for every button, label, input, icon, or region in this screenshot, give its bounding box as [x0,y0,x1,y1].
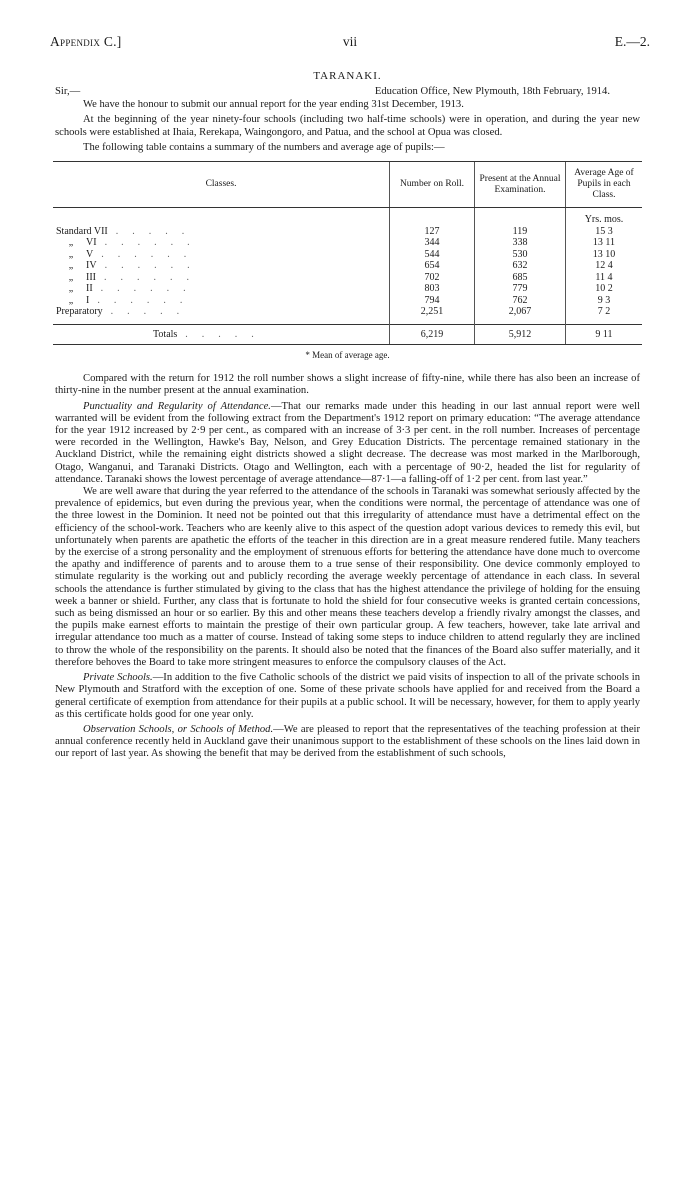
observation-schools-text: —We are pleased to report that the representatives of the teaching profession at their annual conference recently held in Auckland gave their unanimous support to the establishment of these schools on the lines laid down in our report of last year. As showing the benefit that may be derived from the establishment of such schools, [55,723,640,760]
observation-schools-heading: Observation Schools, or Schools of Method. [83,723,274,735]
table-row: „ I ...... 794 762 9 3 [53,295,642,307]
age-value: 13 11 [566,237,643,249]
present-value: 762 [475,295,566,307]
class-name: V [86,248,94,260]
aware-paragraph: We are well aware that during the year referred to the attendance of the schools in Taranaki was somewhat seriously affected by the prevalence of epidemics, but even during the previous year, when the conditions were normal, the percentage of attendance was one of the three lowest in the Dominion. It need not be pointed out that this irregularity of attendance must have a detrimental effect on the efficiency of the school-work. Teachers who are keenly alive to this aspect of the question adopt various devices to remedy this evil, but unfortunately when parents are apathetic the efforts of the teacher in this direction are in a great measure rendered futile. Many teachers by the exercise of a strong personality and the employment of strenuous efforts for bettering the attendance have done much to overcome the apathy and indifference of parents and to arouse them to a true sense of their responsibility. One device commonly employed to stimulate regularity is the working out and publicly recording the average weekly percentage of attendance in each class. In several schools the attendance is further stimulated by giving to the class that has the highest attendance the privilege of holding for the ensuing week a banner or shield. Further, any class that is fortunate to hold the shield for four consecutive weeks is granted certain concessions, such as being dismissed an hour or so earlier. By this and other means these teachers develop a friendly rivalry amongst the classes, and the pupils make earnest efforts to maintain the prestige of their own particular group. A few teachers, however, take late arrival and irregular attendance too much as a matter of course. Instead of taking some steps to induce children to attend regularly they are inclined to throw the whole of the responsibility on the parents. It should also be noted that the finances of the Board also suffer materially, and it therefore behoves the Board to take more stringent measures to enforce the compulsory clauses of the Act. [55,486,640,668]
table-header-row [53,162,642,208]
table-row: „ IV ...... 654 632 12 4 [53,260,642,272]
compared-paragraph: Compared with the return for 1912 the roll number shows a slight increase of fifty-nine, while there has also been an increase of thirty-nine in the number present at the annual examination. [55,373,640,397]
roll-value: 794 [390,295,475,307]
roll-value: 544 [390,249,475,261]
header-appendix: Appendix C.] [50,34,122,49]
age-value: 10 2 [566,283,643,295]
salutation: Sir,— [55,86,81,98]
ditto-mark: „ [68,294,74,306]
table-footnote: * Mean of average age. [305,350,390,361]
report-body [55,70,640,761]
punctuality-heading: Punctuality and Regularity of Attendance. [83,400,271,412]
address-date: Education Office, New Plymouth, 18th February, 1914. [374,86,610,98]
private-schools-paragraph [55,672,640,721]
table-row: Standard VII ..... 127 119 15 3 [53,226,642,238]
present-value: 779 [475,283,566,295]
age-value: 15 3 [566,226,643,238]
intro-paragraph: We have the honour to submit our annual report for the year ending 31st December, 1913. [83,99,464,111]
pupils-summary-table [53,161,642,345]
class-name: II [86,283,93,295]
ditto-mark: „ [68,237,74,249]
totals-roll: 6,219 [390,324,475,345]
age-value: 7 2 [566,306,643,324]
class-name: III [86,271,96,283]
punctuality-paragraph [55,401,640,486]
age-value: 13 10 [566,249,643,261]
roll-value: 803 [390,283,475,295]
table-row: „ V ...... 544 530 13 10 [53,249,642,261]
present-value: 2,067 [475,306,566,324]
present-value: 119 [475,226,566,238]
table-row: Preparatory ..... 2,251 2,067 7 2 [53,306,642,324]
present-value: 685 [475,272,566,284]
totals-present: 5,912 [475,324,566,345]
present-value: 632 [475,260,566,272]
age-units: Yrs. mos. [566,208,643,226]
units-row [53,208,642,226]
section-title: TARANAKI. [313,70,382,82]
roll-value: 654 [390,260,475,272]
age-value: 11 4 [566,272,643,284]
punctuality-text: —That our remarks made under this heading in our last annual report were well warranted will be evident from the following extract from the Department's 1912 report on primary education: “The average attendance for the year 1912 increased by 2·9 per cent., as compared with an increase of 3·3 per cent. in the roll number. Increases of percentage were recorded in the Wellington, Hawke's Bay, Nelson, and Grey Education Districts. The percentage remained stationary in the Auckland District, while the remaining eight districts showed a slight decrease. The decrease was most marked in the Marlborough, Otago, Wanganui, and Taranaki Districts. Otago and Wellington, each with a percentage of 90·2, headed the list for regularity of attendance. Taranaki shows the lowest percentage of average attendance—87·1—a falling-off of 1·2 per cent. from last year.” [55,400,641,485]
col-roll: Number on Roll. [390,162,475,208]
age-value: 12 4 [566,260,643,272]
class-name: I [86,294,90,306]
roll-value: 2,251 [390,306,475,324]
class-name: Preparatory [56,306,103,318]
salutation-line [55,86,640,99]
col-classes: Classes. [53,162,390,208]
ditto-mark: „ [68,248,74,260]
schools-paragraph: At the beginning of the year ninety-four schools (including two half-time schools) were in operation, and during the year new schools were established at Ihaia, Rerekapa, Waingongoro, and Patua, and the school at Opua was closed. [55,114,640,138]
class-name: VI [86,237,97,249]
table-row: „ VI ...... 344 338 13 11 [53,237,642,249]
ditto-mark: „ [68,260,74,272]
roll-value: 702 [390,272,475,284]
header-page-number: vii [342,34,358,49]
table-row: „ III ...... 702 685 11 4 [53,272,642,284]
present-value: 530 [475,249,566,261]
roll-value: 344 [390,237,475,249]
totals-label: Totals [153,328,178,340]
ditto-mark: „ [68,283,74,295]
totals-row: Totals ..... 6,219 5,912 9 11 [53,324,642,345]
table-row: „ II ...... 803 779 10 2 [53,283,642,295]
age-value: 9 3 [566,295,643,307]
totals-age: 9 11 [566,324,643,345]
roll-value: 127 [390,226,475,238]
class-name: IV [86,260,97,272]
header-reference: E.—2. [614,34,650,49]
private-schools-text: —In addition to the five Catholic schools of the district we paid visits of inspection to all of the private schools in New Plymouth and Stratford with the exception of one. Some of these private schools have applied for and received from the Board a general certificate of exemption from attendance for their pupils at a public school. It will be necessary, however, for them to apply yearly as this certificate holds good for one year only. [55,672,640,720]
running-header [50,34,650,54]
observation-schools-paragraph [55,724,640,761]
private-schools-heading: Private Schools. [83,672,153,684]
table-intro-paragraph: The following table contains a summary of the numbers and average age of pupils:— [83,141,445,153]
present-value: 338 [475,237,566,249]
col-present: Present at the Annual Examination. [475,162,566,208]
ditto-mark: „ [68,271,74,283]
col-average-age: Average Age of Pupils in each Class. [566,162,643,208]
class-name: Standard VII [56,225,108,237]
